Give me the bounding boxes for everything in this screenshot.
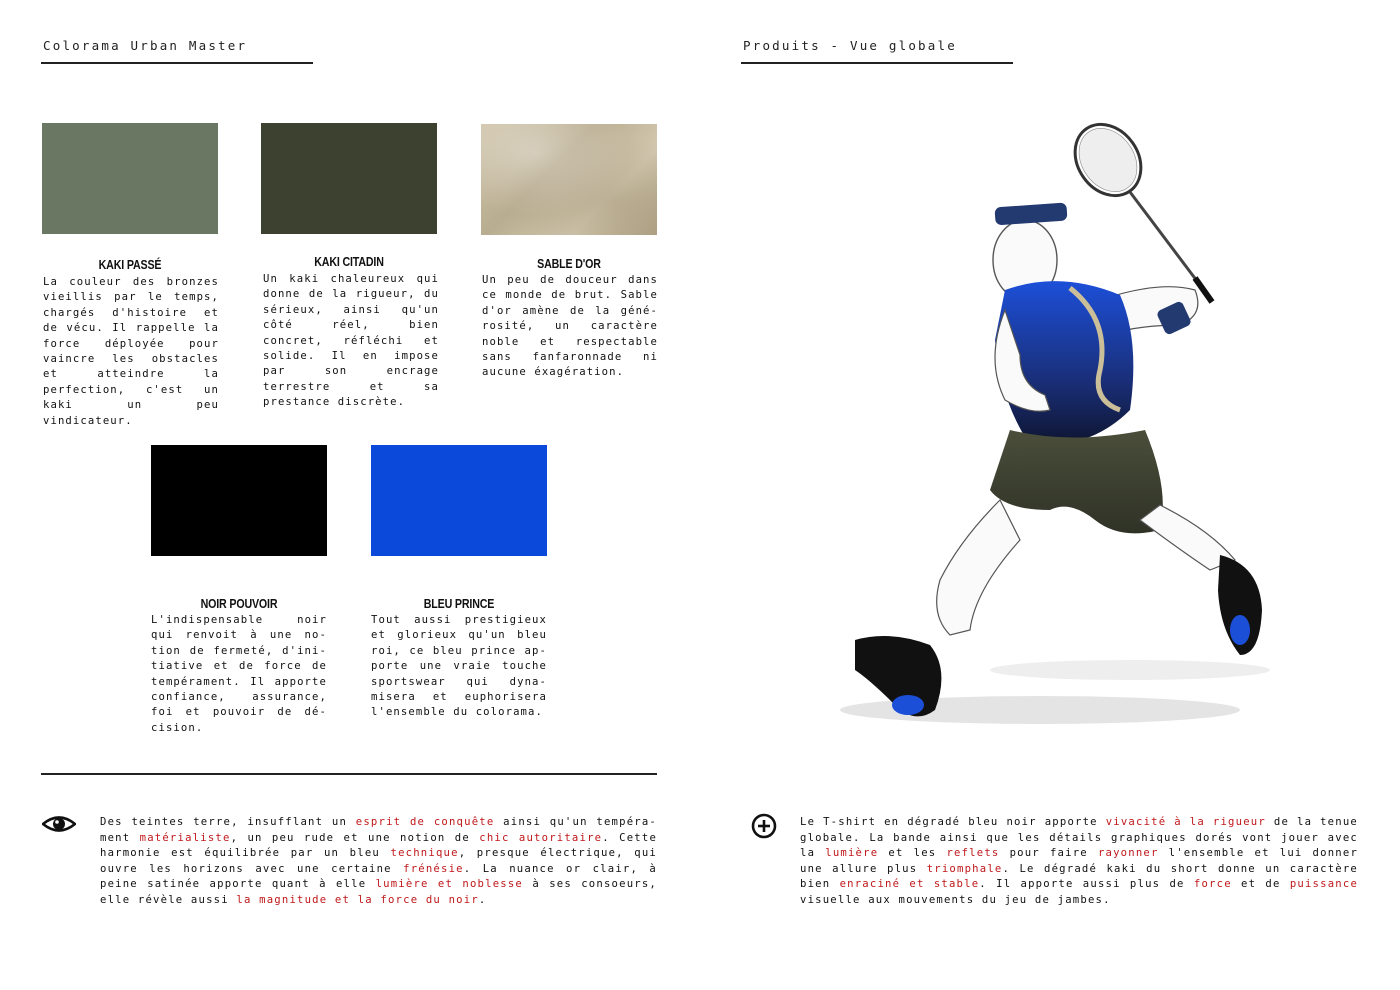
highlight-magnitude-noir: la magnitude et la force du noir xyxy=(236,893,479,906)
highlight-materialiste: matérialiste xyxy=(139,831,231,844)
swatch-desc-sable-dor: Un peu de douceur dans ce monde de brut. Sable d'or amène de la géné-rosité, un caractère noble et respectable sans fanfaronnade ni aucune éxagération. xyxy=(482,274,658,379)
badminton-player-illustration xyxy=(800,110,1300,770)
right-title-rule xyxy=(741,62,1013,64)
right-page-title: Produits - Vue globale xyxy=(743,38,957,53)
right-summary-text: Le T-shirt en dégradé bleu noir apporte vivacité à la rigueur de la tenue globale. La bande ainsi que les détails graphiques dorés vont jouer avec la lumière et les reflets pour faire rayonner l'ensemble et lui donner une allure plus triomphale. Le dégradé kaki du short donne un caractère bien enraciné et stable. Il apporte aussi plus de force et de puissance visuelle aux mouvements du jeu de jambes. xyxy=(800,816,1359,906)
swatch-noir-pouvoir xyxy=(151,445,327,556)
swatch-desc-kaki-citadin: Un kaki chaleureux qui donne de la rigueur, du sérieux, ainsi qu'un côté réel, bien concret, réfléchi et solide. Il en impose par son encrage terrestre et sa prestance discrète. xyxy=(263,273,439,409)
highlight-triomphale: triomphale xyxy=(926,862,1003,875)
eye-icon xyxy=(42,813,76,839)
swatch-bleu-prince xyxy=(371,445,547,556)
swatch-sable-dor xyxy=(481,124,657,235)
left-title-rule xyxy=(41,62,313,64)
highlight-technique: technique xyxy=(390,847,459,860)
highlight-chic-autoritaire: chic autoritaire xyxy=(479,831,603,844)
swatch-name-kaki-citadin: KAKI CITADIN xyxy=(314,254,384,269)
highlight-lumiere: lumière xyxy=(825,847,879,860)
highlight-esprit-de-conquete: esprit de conquête xyxy=(355,816,495,828)
left-page-title: Colorama Urban Master xyxy=(43,38,248,53)
highlight-rayonner: rayonner xyxy=(1097,847,1159,860)
left-section-rule xyxy=(41,773,657,775)
highlight-reflets: reflets xyxy=(946,847,1000,860)
racket-icon xyxy=(1062,112,1212,302)
highlight-vivacite: vivacité à la rigueur xyxy=(1105,816,1266,828)
left-summary-text: Des teintes terre, insufflant un esprit de conquête ainsi qu'un tempéra-ment matérialiste, un peu rude et une notion de chic autoritaire. Cette harmonie est équilibrée par un bleu technique, presque électrique, qui ouvre les horizons avec une certaine frénésie. La nuance or clair, à peine satinée apporte quant à elle lumière et noblesse à ses consoeurs, elle révèle aussi la magnitude et la force du noir. xyxy=(100,816,658,906)
swatch-name-bleu-prince: BLEU PRINCE xyxy=(423,596,495,611)
highlight-enracine-stable: enraciné et stable xyxy=(839,878,980,891)
highlight-puissance: puissance xyxy=(1289,878,1359,891)
swatch-desc-kaki-passe: La couleur des bronzes vieillis par le temps, chargés d'histoire et de vécu. Il rappelle la force déployée pour vaincre les obstacles et atteindre la perfection, c'est un kaki un peu vindicateur. xyxy=(43,276,219,427)
swatch-desc-noir-pouvoir: L'indispensable noir qui renvoit à une no-tion de fermeté, d'ini-tiative et de force de tempérament. Il apporte confiance, assurance, foi et pouvoir de dé-cision. xyxy=(151,614,327,734)
swatch-name-sable-dor: SABLE D'OR xyxy=(537,256,601,271)
swatch-kaki-citadin xyxy=(261,123,437,234)
swatch-name-noir-pouvoir: NOIR POUVOIR xyxy=(200,596,278,611)
swatch-name-kaki-passe: KAKI PASSÉ xyxy=(98,257,162,272)
plus-circle-icon xyxy=(751,813,777,843)
swatch-kaki-passe xyxy=(42,123,218,234)
swatch-desc-bleu-prince: Tout aussi prestigieux et glorieux qu'un bleu roi, ce bleu prince ap-porte une vraie touche sportswear qui dyna-misera et euphorisera l'ensemble du colorama. xyxy=(371,614,547,719)
highlight-lumiere-et-noblesse: lumière et noblesse xyxy=(375,878,524,891)
highlight-frenesie: frénésie xyxy=(403,862,464,875)
highlight-force: force xyxy=(1193,878,1232,891)
